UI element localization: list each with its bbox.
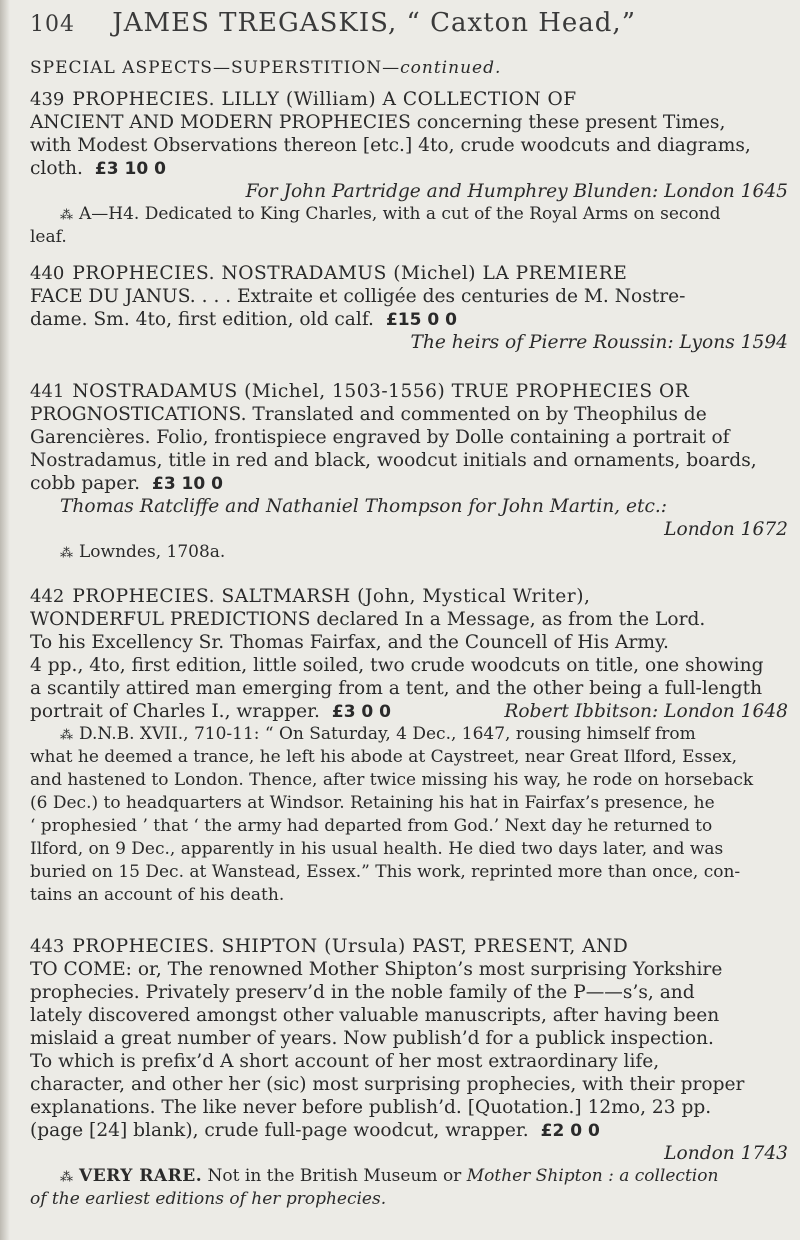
entry-line: To which is prefix’d A short account of her most extraordinary life, [30, 1051, 660, 1072]
imprint: The heirs of Pierre Roussin: Lyons 1594 [410, 332, 788, 353]
entry-line: PROPHECIES. SALTMARSH (John, Mystical Writer), [72, 586, 591, 607]
catalogue-entry-443 [30, 935, 792, 1211]
note-line: ‘ prophesied ’ that ‘ the army had departed from God.’ Next day he returned to [30, 816, 713, 836]
note-title: Mother Shipton : a collection [466, 1166, 719, 1186]
entry-line: 4 pp., 4to, first edition, little soiled, two crude woodcuts on title, one showing [30, 655, 764, 676]
entry-line: To his Excellency Sr. Thomas Fairfax, and the Councell of His Army. [30, 632, 669, 653]
price: £2 0 0 [540, 1121, 600, 1141]
entry-number: 440 [30, 263, 65, 284]
entry-line: explanations. The like never before publish’d. [Quotation.] 12mo, 23 pp. [30, 1097, 712, 1118]
entry-line: cloth. [30, 158, 83, 179]
entry-line: mislaid a great number of years. Now publish’d for a publick inspection. [30, 1028, 714, 1049]
page-gutter-shadow [0, 0, 10, 1240]
entry-line: portrait of Charles I., wrapper. [30, 701, 320, 722]
note-line: A—H4. Dedicated to King Charles, with a cut of the Royal Arms on second [79, 204, 721, 224]
note-line: leaf. [30, 227, 67, 247]
note-line: Not in the British Museum or [207, 1166, 462, 1186]
entry-line: NOSTRADAMUS (Michel, 1503-1556) TRUE PROPHECIES OR [72, 381, 690, 402]
section-title: SPECIAL ASPECTS—SUPERSTITION—continued. [30, 58, 502, 78]
entry-line: PROPHECIES. NOSTRADAMUS (Michel) LA PREMIERE [72, 263, 628, 284]
note-line: (6 Dec.) to headquarters at Windsor. Retaining his hat in Fairfax’s presence, he [30, 793, 715, 813]
note-line: Lowndes, 1708a. [79, 542, 226, 562]
running-title: JAMES TREGASKIS, “ Caxton Head,” [112, 8, 636, 38]
asterism-icon: ⁂ [60, 546, 73, 561]
price: £3 10 0 [151, 474, 223, 494]
entry-line: Garencières. Folio, frontispiece engraved by Dolle containing a portrait of [30, 427, 730, 448]
entry-line: PROPHECIES. SHIPTON (Ursula) PAST, PRESENT, AND [72, 936, 629, 957]
asterism-icon: ⁂ [60, 1170, 73, 1185]
note-line: tains an account of his death. [30, 885, 285, 905]
catalogue-entry-439 [30, 88, 792, 249]
catalogue-entry-441 [30, 380, 792, 564]
entry-line: lately discovered amongst other valuable manuscripts, after having been [30, 1005, 720, 1026]
entry-number: 439 [30, 89, 65, 110]
entry-line: (page [24] blank), crude full-page woodcut, wrapper. [30, 1120, 529, 1141]
entry-number: 441 [30, 381, 65, 402]
entry-line: character, and other her (sic) most surprising prophecies, with their proper [30, 1074, 745, 1095]
entry-number: 442 [30, 586, 65, 607]
catalogue-entry-440 [30, 262, 792, 354]
imprint: London 1672 [664, 519, 788, 540]
note-line: what he deemed a trance, he left his abode at Caystreet, near Great Ilford, Essex, [30, 747, 738, 767]
price: £3 0 0 [331, 702, 392, 722]
price: £15 0 0 [385, 310, 457, 330]
entry-line: Nostradamus, title in red and black, woodcut initials and ornaments, boards, [30, 450, 757, 471]
note-line: buried on 15 Dec. at Wanstead, Essex.” This work, reprinted more than once, con- [30, 862, 741, 882]
imprint: London 1743 [664, 1143, 788, 1164]
asterism-icon: ⁂ [60, 208, 73, 223]
note-line: D.N.B. XVII., 710-11: “ On Saturday, 4 Dec., 1647, rousing himself from [79, 724, 696, 744]
catalogue-entry-442 [30, 585, 792, 907]
entry-line: TO COME: or, The renowned Mother Shipton’s most surprising Yorkshire [30, 959, 723, 980]
entry-line: PROPHECIES. LILLY (William) A COLLECTION OF [72, 89, 577, 110]
entry-line: cobb paper. [30, 473, 140, 494]
imprint: Robert Ibbitson: London 1648 [504, 701, 788, 722]
price: £3 10 0 [94, 159, 166, 179]
entry-line: with Modest Observations thereon [etc.] 4to, crude woodcuts and diagrams, [30, 135, 751, 156]
entry-number: 443 [30, 936, 65, 957]
note-line: Ilford, on 9 Dec., apparently in his usual health. He died two days later, and was [30, 839, 724, 859]
entry-line: FACE DU JANUS. . . . Extraite et colligée des centuries de M. Nostre- [30, 286, 686, 307]
entry-line: a scantily attired man emerging from a tent, and the other being a full-length [30, 678, 763, 699]
entry-line: WONDERFUL PREDICTIONS declared In a Message, as from the Lord. [30, 609, 706, 630]
imprint: For John Partridge and Humphrey Blunden: London 1645 [245, 181, 788, 202]
note-line: of the earliest editions of her prophecies. [30, 1189, 387, 1209]
entry-line: dame. Sm. 4to, first edition, old calf. [30, 309, 374, 330]
rarity-note: VERY RARE. [79, 1166, 203, 1186]
entry-line: PROGNOSTICATIONS. Translated and commented on by Theophilus de [30, 404, 707, 425]
running-header [30, 8, 790, 38]
imprint: Thomas Ratcliffe and Nathaniel Thompson for John Martin, etc.: [60, 496, 668, 517]
entry-line: prophecies. Privately preserv’d in the noble family of the P——s’s, and [30, 982, 695, 1003]
entry-line: ANCIENT AND MODERN PROPHECIES concerning these present Times, [30, 112, 726, 133]
note-line: and hastened to London. Thence, after twice missing his way, he rode on horseback [30, 770, 754, 790]
page-number: 104 [30, 12, 75, 37]
asterism-icon: ⁂ [60, 728, 73, 743]
